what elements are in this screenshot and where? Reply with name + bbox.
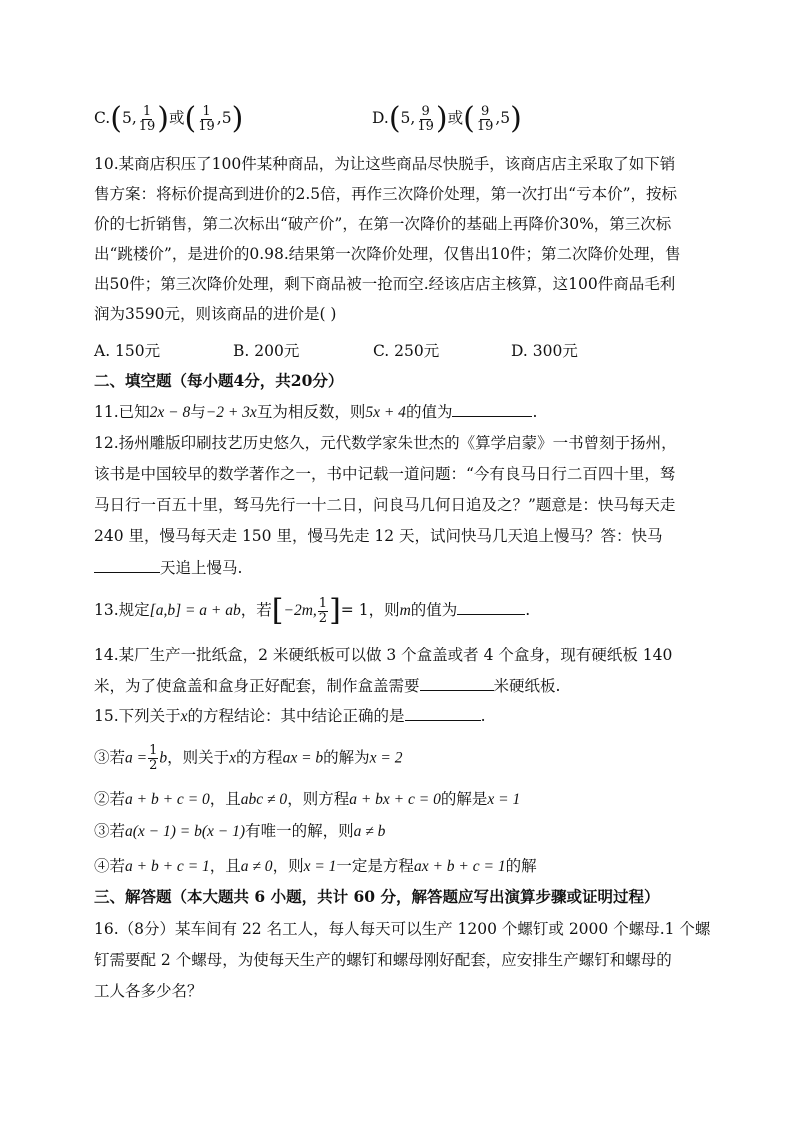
q15-statement-2 [94, 788, 714, 811]
fraction-denominator: 19 [138, 118, 156, 134]
q13-arg1: −2m, [283, 602, 317, 619]
s3-b: 有唯一的解，则 [245, 822, 354, 840]
q11 [94, 400, 714, 424]
q10-option-b: B. 200元 [233, 342, 300, 360]
s1-rest-c: 的解为 [323, 748, 370, 767]
fraction-numerator: 1 [149, 743, 158, 758]
q12-line: 该书是中国较早的数学著作之一，书中记载一道问题：“今有良马日行二百四十里，驽 [94, 465, 676, 483]
s2-sol: x = 1 [487, 791, 521, 808]
or-text: 或 [169, 109, 185, 127]
q10-line: 润为3590元，则该商品的进价是( ) [94, 305, 337, 323]
fraction-denominator: 19 [476, 118, 494, 134]
paren-close: ) [231, 101, 244, 136]
option-d-pair1: 5, [400, 109, 416, 127]
fraction [416, 105, 435, 134]
option-d-pair2: ,5 [495, 109, 511, 127]
s2-eq1: a + b + c = 0 [125, 791, 210, 808]
option-c-pair2: ,5 [216, 109, 232, 127]
q13-prefix: 13.规定 [94, 601, 150, 619]
s1-b: b [159, 749, 168, 767]
section-3-title: 三、解答题（本大题共 6 小题，共计 60 分，解答题应写出演算步骤或证明过程） [94, 887, 660, 906]
option-c [94, 101, 244, 136]
s4-d: 一定是方程 [336, 857, 414, 875]
answer-blank[interactable] [405, 704, 481, 721]
q11-end: . [532, 403, 538, 421]
s4-eq4: ax + b + c = 1 [413, 858, 506, 875]
q13-suffix: 的值为 [410, 601, 458, 619]
q15-statement-3 [94, 820, 714, 843]
s4-e: 的解 [505, 857, 537, 875]
q10-option-c: C. 250元 [373, 342, 440, 360]
q15-statement-1 [94, 744, 714, 773]
q10-option-a: A. 150元 [94, 342, 161, 360]
q16-line: 钉需要配 2 个螺母，为使每天生产的螺钉和螺母刚好配套，应安排生产螺钉和螺母的 [94, 951, 672, 969]
fraction-denominator: 19 [417, 118, 434, 134]
q12-tail-line [94, 556, 714, 579]
option-d-label: D. [372, 109, 389, 127]
q15-stem-end: . [480, 707, 486, 725]
q11-expr3: 5x + 4 [365, 404, 406, 421]
s4-eq1: a + b + c = 1 [125, 858, 210, 875]
q11-suffix: 的值为 [405, 403, 453, 421]
q13-end: . [525, 601, 531, 619]
s1-sol: x = 2 [369, 749, 403, 767]
s2-c: ，则方程 [287, 790, 350, 808]
q12-tail: 天追上慢马. [160, 559, 243, 577]
fraction-denominator: 19 [198, 118, 215, 134]
paren-open: ( [110, 101, 122, 136]
answer-blank[interactable] [457, 598, 525, 615]
q12-line: 12.扬州雕版印刷技艺历史悠久，元代数学家朱世杰的《算学启蒙》一书曾刻于扬州， [94, 434, 677, 452]
section-2-title: 二、填空题（每小题4分，共20分） [94, 371, 344, 390]
paren-close: ) [510, 101, 522, 136]
s1-x: x [229, 749, 237, 767]
s3-a: ③若 [94, 822, 126, 840]
paren-open: ( [388, 101, 401, 136]
q16-line: 工人各多少名？ [94, 982, 203, 1000]
s4-eq2: a ≠ 0 [240, 858, 273, 875]
option-c-pair1: 5, [121, 109, 137, 127]
q13-var: m [399, 602, 411, 619]
q13-mid2: ，则 [368, 601, 400, 619]
or-text: 或 [447, 109, 464, 127]
s1-rest-b: 的方程 [236, 748, 283, 767]
q11-prefix: 11.已知 [94, 403, 150, 421]
q13-eq: = 1 [340, 601, 369, 619]
answer-blank[interactable] [452, 400, 532, 417]
q10-line: 价的七折销售，第二次标出“破产价”，在第一次降价的基础上再降价30%，第三次标 [94, 215, 672, 233]
s3-eq: a(x − 1) = b(x − 1) [125, 823, 246, 840]
s1-rest-a: ，则关于 [167, 748, 230, 767]
q15-stem-b: 的方程结论：其中结论正确的是 [187, 707, 405, 725]
q11-mid: 与 [190, 403, 206, 421]
answer-blank[interactable] [94, 556, 160, 573]
q10-line: 售方案：将标价提高到进价的2.5倍，再作三次降价处理，第一次打出“亏本价”，按标 [94, 185, 678, 203]
option-d [372, 101, 522, 136]
fraction-numerator: 1 [318, 595, 328, 611]
q15-stem-var: x [180, 708, 188, 725]
q15-stem [94, 704, 714, 728]
s1-mark: ③若 [94, 748, 126, 767]
q10-line: 出50件；第三次降价处理，剩下商品被一抢而空.经该店店主核算，这100件商品毛利 [94, 275, 676, 293]
s4-a: ④若 [94, 857, 126, 875]
s2-a: ②若 [94, 790, 126, 808]
fraction-numerator: 1 [202, 103, 211, 119]
s2-eq2: abc ≠ 0 [240, 791, 288, 808]
fraction-numerator: 1 [142, 103, 152, 119]
s1-eq: ax = b [282, 749, 324, 767]
q12-line: 240 里，慢马每天走 150 里，慢马先走 12 天，试问快马几天追上慢马？答：快马 [94, 527, 663, 545]
q16-line: 16.（8分）某车间有 22 名工人，每人每天可以生产 1200 个螺钉或 2000 个螺母.1 个螺 [94, 920, 711, 938]
q10-option-d: D. 300元 [511, 342, 578, 360]
s3-sol: a ≠ b [353, 823, 386, 840]
bracket-open: [ [271, 593, 284, 628]
q11-mid2: 互为相反数，则 [256, 403, 366, 421]
fraction [318, 597, 328, 626]
paren-close: ) [157, 101, 170, 136]
fraction-denominator: 2 [149, 758, 158, 773]
paren-open: ( [463, 101, 475, 136]
q14-line1: 14.某厂生产一批纸盒，2 米硬纸板可以做 3 个盒盖或者 4 个盒身，现有硬纸板 140 [94, 646, 673, 664]
q12-line: 马日行一百五十里，驽马先行一十二日，问良马几何日追及之？”题意是：快马每天走 [94, 496, 676, 514]
fraction [138, 105, 157, 134]
fraction-denominator: 2 [318, 610, 328, 626]
q13-definition: [a,b] = a + ab [149, 602, 241, 619]
s2-d: 的解是 [440, 790, 488, 808]
fraction [197, 105, 216, 134]
q13-mid: ，若 [240, 601, 272, 619]
s2-eq3: a + bx + c = 0 [349, 791, 441, 808]
paren-close: ) [435, 101, 448, 136]
q14-line2-a: 米，为了使盒盖和盒身正好配套，制作盒盖需要 [94, 677, 420, 695]
q10-line: 出“跳楼价”，是进价的0.98.结果第一次降价处理，仅售出10件；第二次降价处理，售 [94, 245, 681, 263]
fraction-numerator: 9 [421, 103, 430, 119]
q11-expr1: 2x − 8 [149, 404, 191, 421]
s4-eq3: x = 1 [303, 858, 337, 875]
s2-b: ，且 [209, 790, 241, 808]
option-c-label: C. [94, 109, 111, 127]
bracket-close: ] [329, 593, 341, 628]
q10-line: 10.某商店积压了100件某种商品，为让这些商品尽快脱手，该商店店主采取了如下销 [94, 155, 676, 173]
q15-statement-4 [94, 855, 714, 878]
fraction [476, 105, 495, 134]
q14-line2 [94, 674, 714, 697]
paren-open: ( [184, 101, 197, 136]
q13 [94, 593, 714, 628]
answer-blank[interactable] [420, 674, 494, 691]
s4-b: ，且 [209, 857, 241, 875]
q11-expr2: −2 + 3x [205, 404, 257, 421]
q14-line2-b: 米硬纸板. [493, 677, 561, 695]
s1-a: a = [125, 749, 148, 767]
fraction-numerator: 9 [480, 103, 490, 119]
q15-stem-a: 15.下列关于 [94, 707, 181, 725]
fraction [148, 744, 158, 773]
s4-c: ，则 [272, 857, 304, 875]
